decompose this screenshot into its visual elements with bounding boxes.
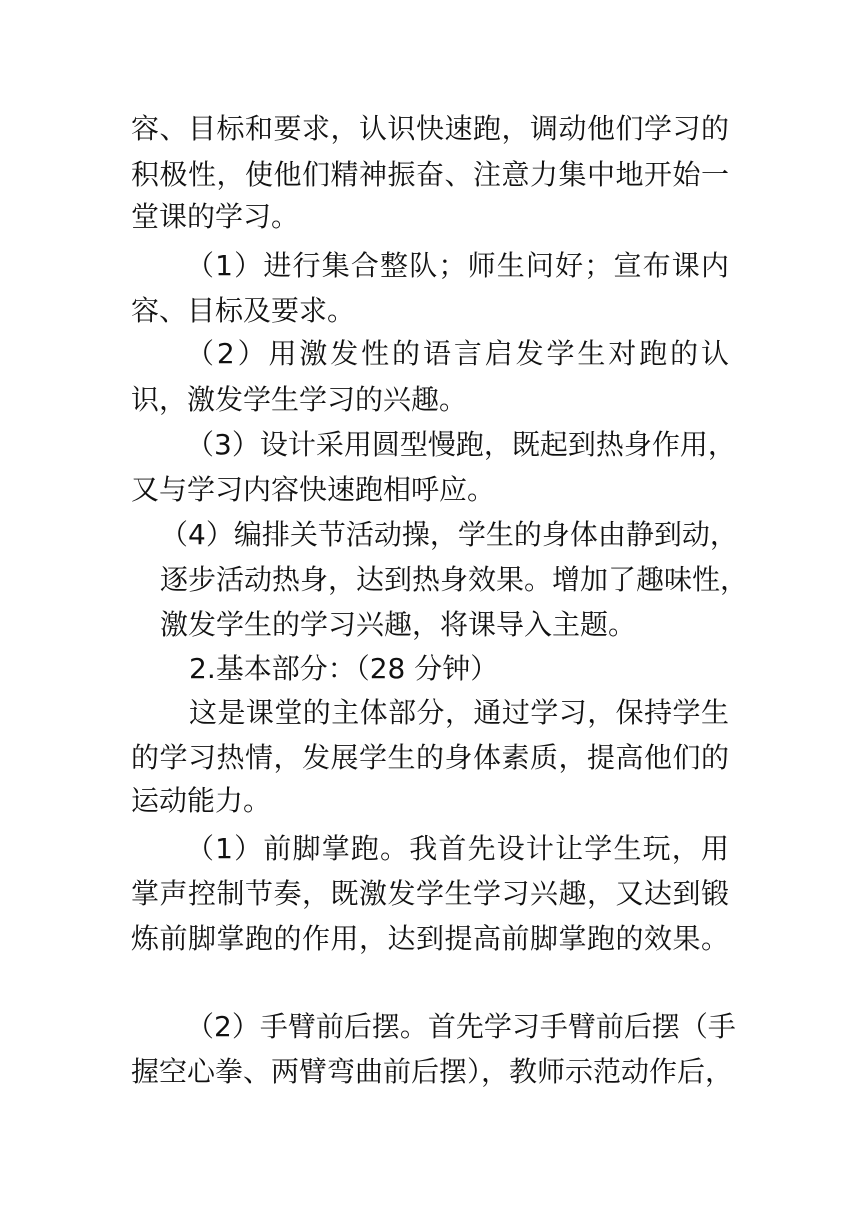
text-line: （1）前脚掌跑。我首先设计让学生玩，用 — [186, 832, 729, 865]
text-line: 握空心拳、两臂弯曲前后摆），教师示范动作后， — [131, 1055, 734, 1088]
text-line: （3）设计采用圆型慢跑，既起到热身作用， — [186, 428, 736, 461]
text-line: （1）进行集合整队；师生问好；宣布课内 — [186, 249, 729, 282]
section-heading: 2.基本部分：（28 分钟） — [189, 652, 499, 685]
text-line: 的学习热情，发展学生的身体素质，提高他们的 — [131, 741, 729, 774]
text-line: 容、目标和要求，认识快速跑，调动他们学习的 — [131, 112, 729, 145]
text-line: （2）手臂前后摆。首先学习手臂前后摆（手 — [186, 1010, 736, 1043]
text-line: （4）编排关节活动操，学生的身体由静到动， — [160, 518, 738, 551]
text-line: 积极性，使他们精神振奋、注意力集中地开始一 — [131, 158, 729, 191]
text-line: 激发学生的学习兴趣，将课导入主题。 — [160, 608, 637, 641]
text-line: 这是课堂的主体部分，通过学习，保持学生 — [189, 696, 729, 729]
text-line: 识，激发学生学习的兴趣。 — [131, 383, 468, 416]
text-line: 堂课的学习。 — [131, 200, 300, 233]
text-line: 容、目标及要求。 — [131, 294, 356, 327]
text-line: 又与学习内容快速跑相呼应。 — [131, 473, 496, 506]
text-line: 掌声控制节奏，既激发学生学习兴趣，又达到锻 — [131, 877, 729, 910]
text-line: 炼前脚掌跑的作用，达到提高前脚掌跑的效果。 — [131, 922, 729, 955]
text-line: 运动能力。 — [131, 784, 272, 817]
text-line: （2）用激发性的语言启发学生对跑的认 — [186, 337, 729, 370]
text-line: 逐步活动热身，达到热身效果。增加了趣味性， — [160, 563, 749, 596]
